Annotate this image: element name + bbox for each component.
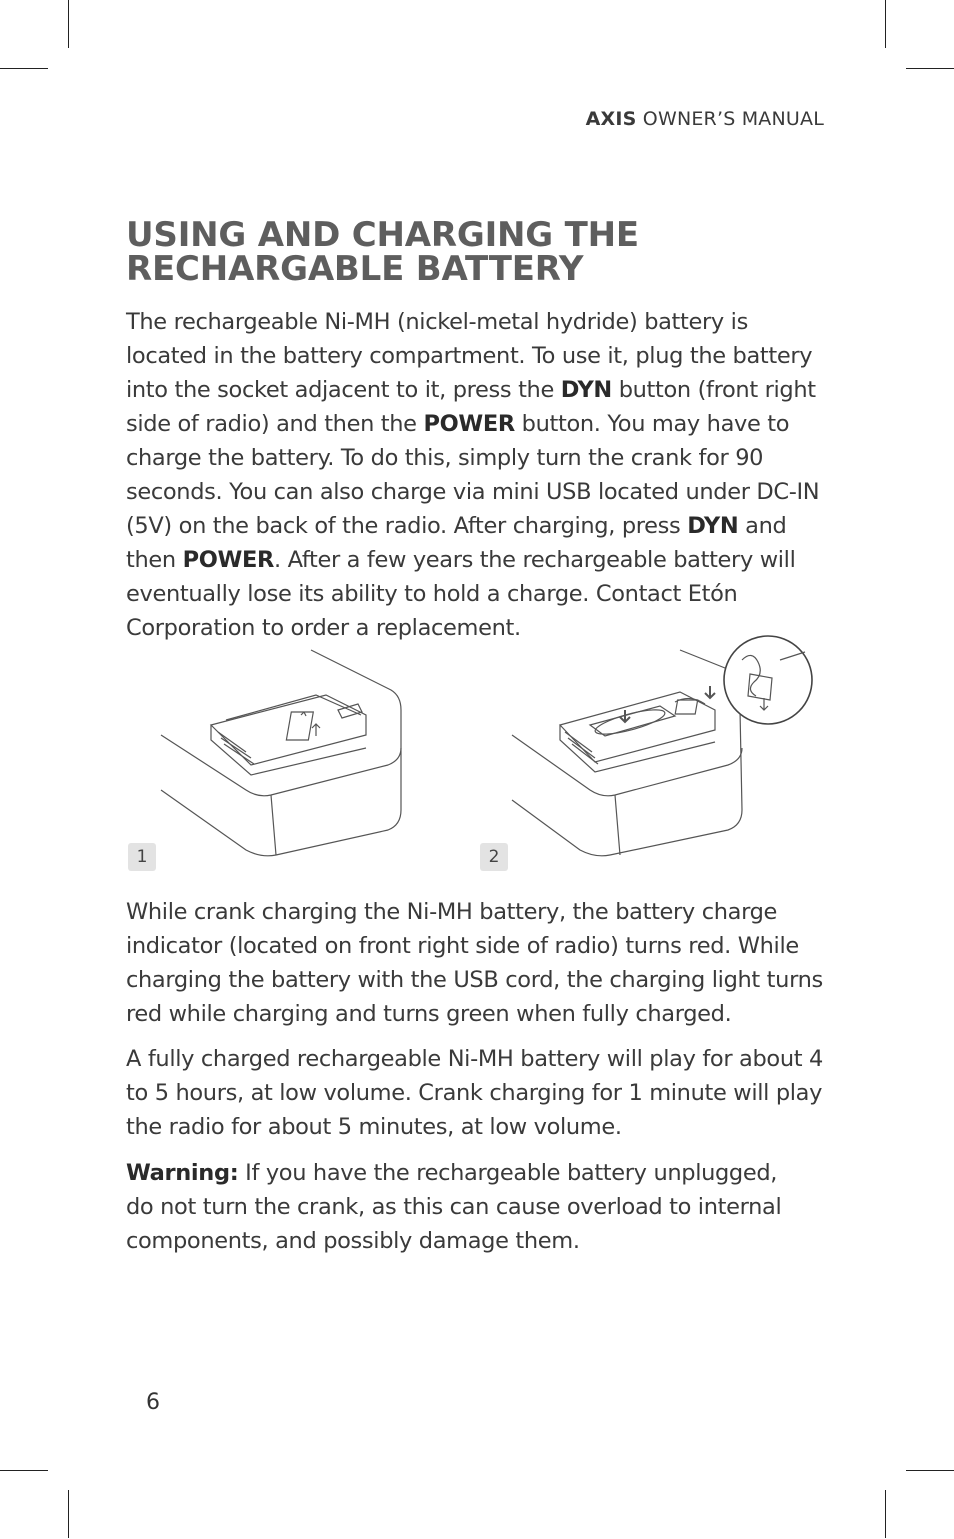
page-title-line1: USING AND CHARGING THE: [126, 215, 639, 255]
p1-text-5: . After a few years the rechargeable battery will eventually lose its ability to hold a charge. Contact Etón Corporation to order a replacement.: [126, 547, 796, 641]
figure-2-label: 2: [480, 843, 508, 871]
crop-mark-top-right-h: [906, 68, 954, 69]
p1-text-3: button. You may have to charge the battery. To do this, simply turn the crank for 90 seconds. You can also charge via mini USB located under DC-IN (5V) on the back of the radio. After charging, press: [126, 411, 820, 539]
page-title: [126, 215, 826, 289]
page-title-line2: RECHARGABLE BATTERY: [126, 249, 584, 289]
header-section: OWNER’S MANUAL: [642, 108, 824, 130]
crop-mark-bottom-left: [68, 1490, 69, 1538]
running-header: [586, 108, 824, 130]
warning-text: If you have the rechargeable battery unplugged, do not turn the crank, as this can cause overload to internal components, and possibly damage them.: [126, 1160, 782, 1254]
header-brand: AXIS: [585, 108, 637, 130]
p1-text-2: button (front right side of radio) and then the: [126, 377, 816, 437]
warning-paragraph: [126, 1156, 786, 1258]
crop-mark-bottom-left-h: [0, 1470, 48, 1471]
p1-bold-dyn-2: DYN: [687, 513, 739, 539]
play-time-paragraph: A fully charged rechargeable Ni-MH battery will play for about 4 to 5 hours, at low volume. Crank charging for 1 minute will play the radio for about 5 minutes, at low volume.: [126, 1046, 823, 1140]
crop-mark-bottom-right-h: [906, 1470, 954, 1471]
p1-bold-dyn: DYN: [560, 377, 612, 403]
crop-mark-top-left-h: [0, 68, 48, 69]
battery-compartment-illustration: [126, 640, 426, 875]
crop-mark-bottom-right: [885, 1490, 886, 1538]
warning-label: Warning:: [126, 1160, 239, 1186]
page-number: 6: [146, 1390, 160, 1415]
crop-mark-top-right: [885, 0, 886, 48]
figure-1-label: 1: [128, 843, 156, 871]
p1-text-1: The rechargeable Ni-MH (nickel-metal hydride) battery is located in the battery compartment. To use it, plug the battery into the socket adjacent to it, press the: [126, 309, 813, 403]
p1-text-4: and then: [126, 513, 787, 573]
p1-bold-power: POWER: [423, 411, 515, 437]
crop-mark-top-left: [68, 0, 69, 48]
battery-plug-illustration: [480, 630, 820, 875]
charging-indicator-paragraph: While crank charging the Ni-MH battery, the battery charge indicator (located on front right side of radio) turns red. While charging the battery with the USB cord, the charging light turns red while charging and turns green when fully charged.: [126, 899, 823, 1027]
p1-bold-power-2: POWER: [182, 547, 274, 573]
intro-paragraph: [126, 305, 826, 645]
figure-1: [126, 640, 426, 875]
figure-2: [480, 630, 820, 875]
